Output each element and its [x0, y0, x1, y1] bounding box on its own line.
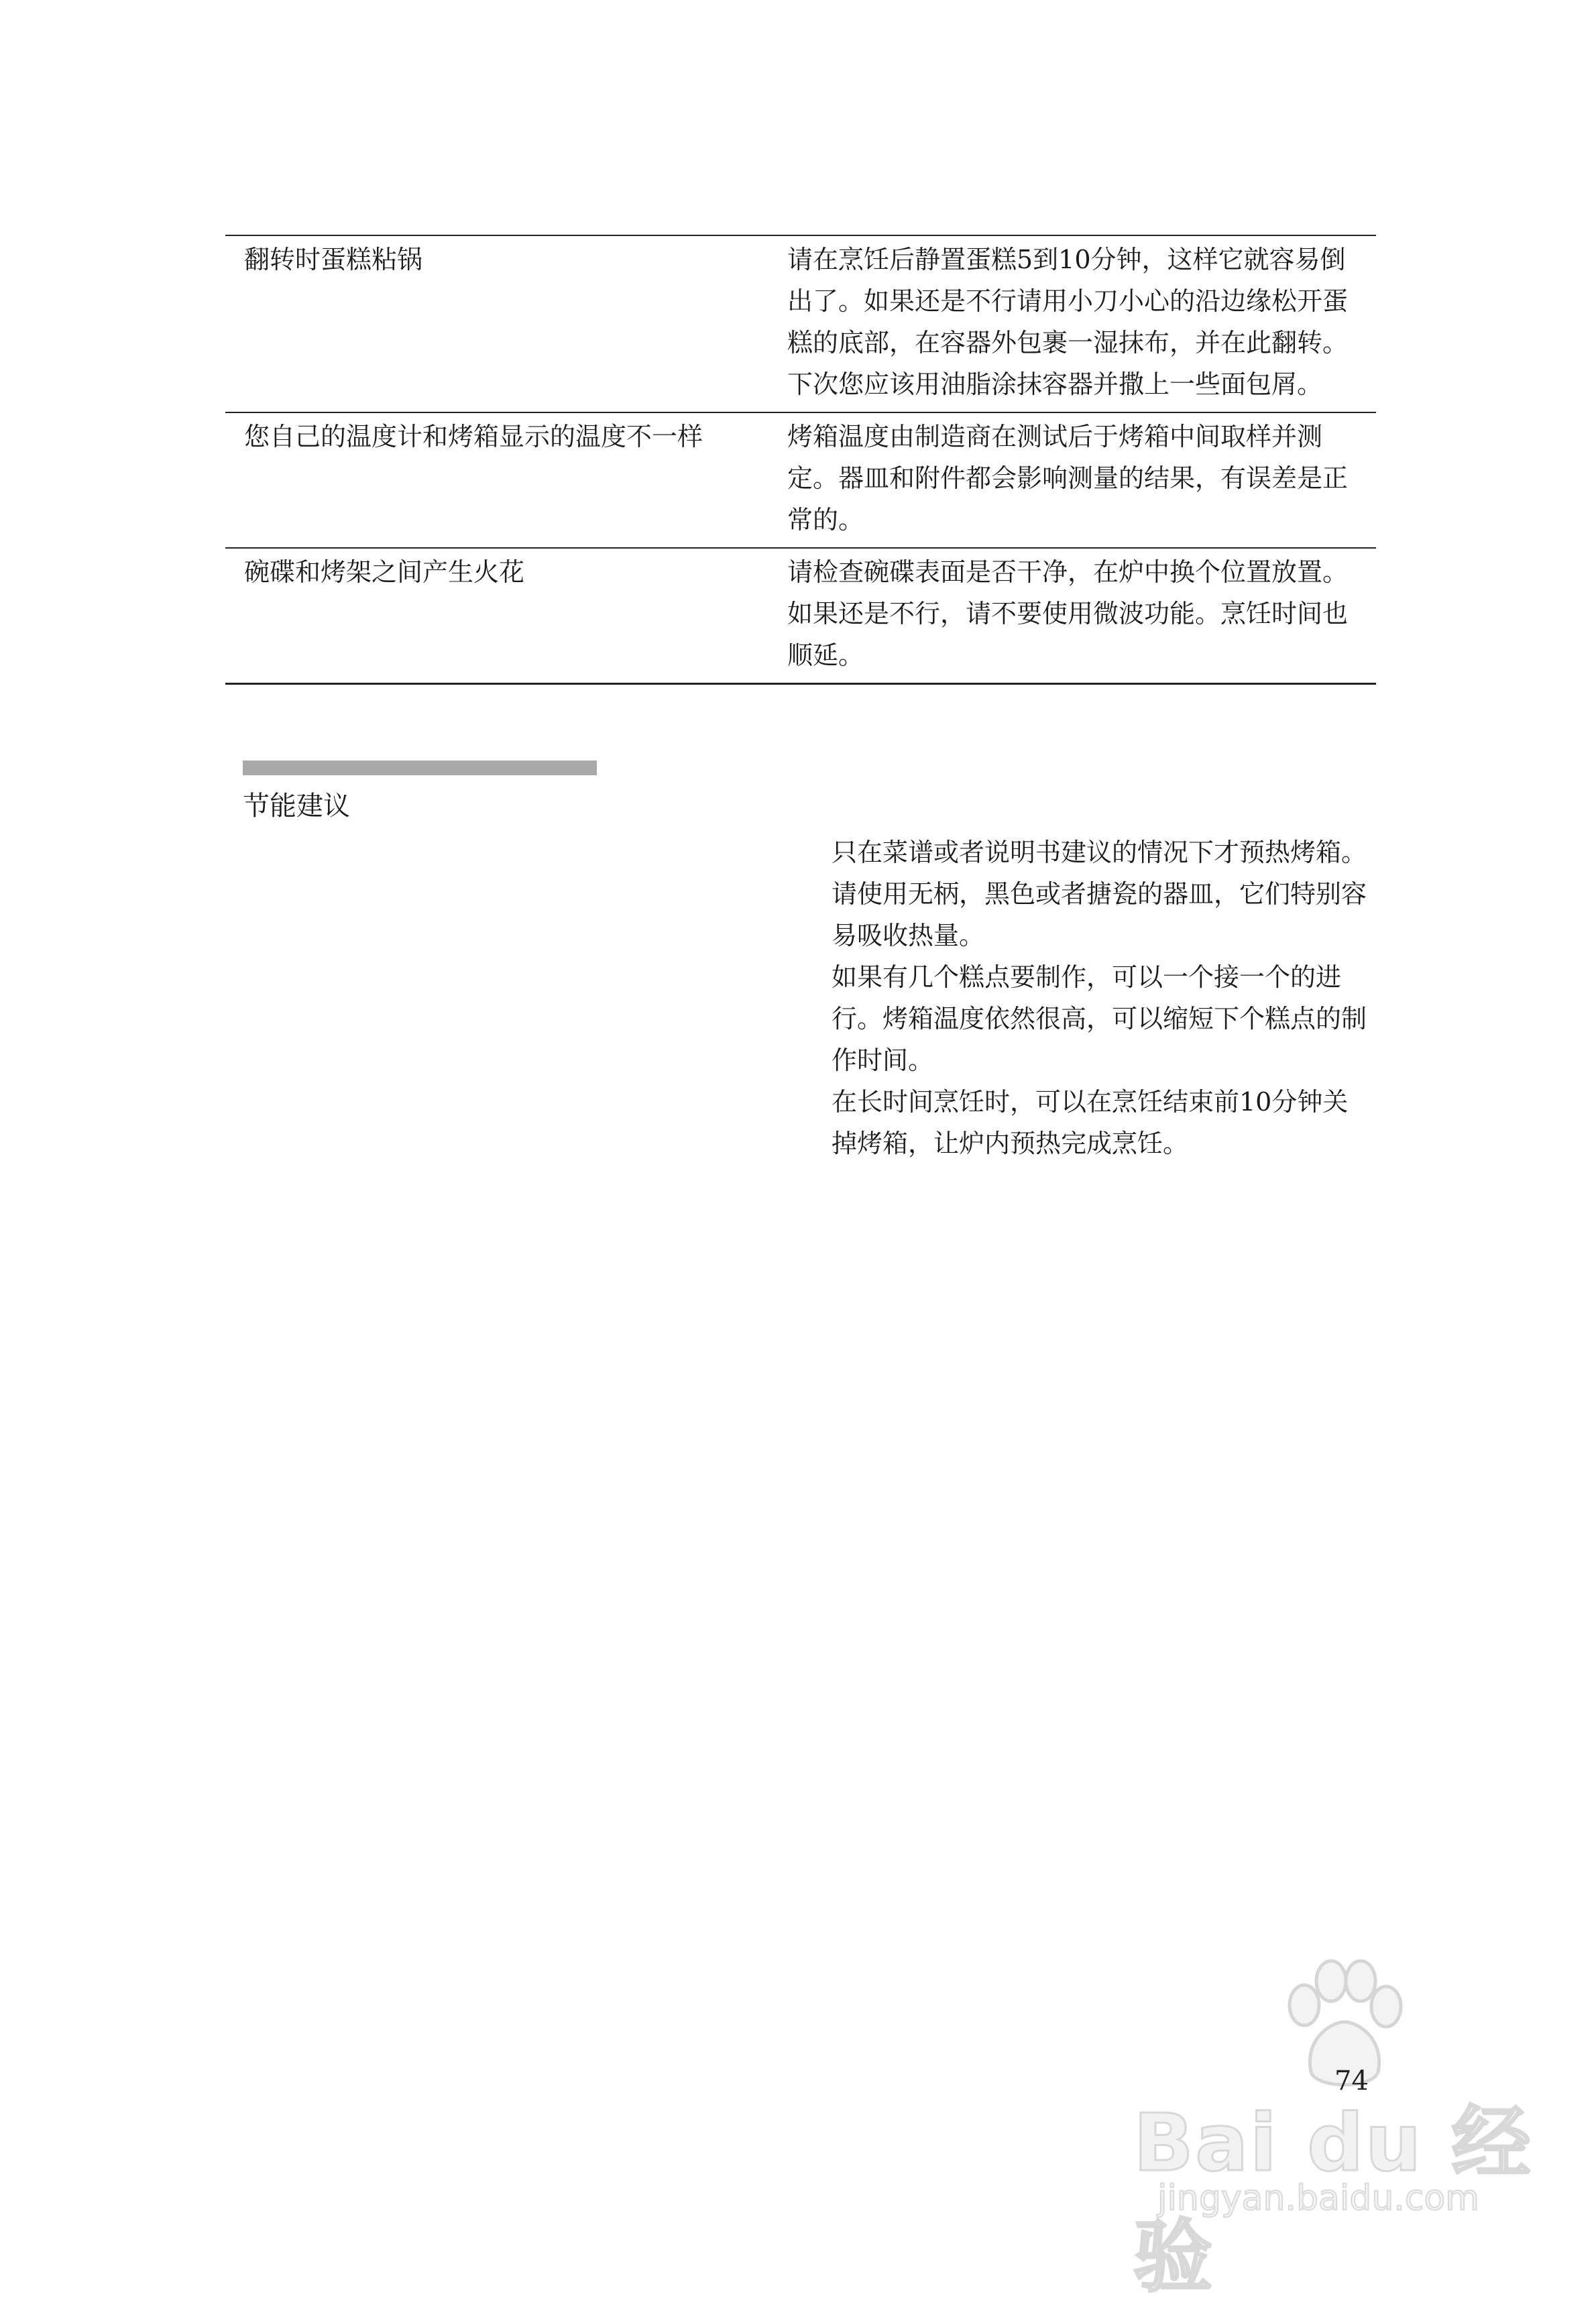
section-title: 节能建议: [243, 791, 350, 822]
troubleshooting-table: [225, 235, 1376, 685]
table-row: [225, 548, 1376, 684]
solution-cell: 请在烹饪后静置蛋糕5到10分钟，这样它就容易倒出了。如果还是不行请用小刀小心的沿边缘松开蛋糕的底部，在容器外包裹一湿抹布，并在此翻转。下次您应该用油脂涂抹容器并撒上一些面包屑。: [787, 245, 1349, 399]
tip-paragraph: 请使用无柄，黑色或者搪瓷的器皿，它们特别容易吸收热量。: [832, 879, 1367, 950]
problem-cell: 翻转时蛋糕粘锅: [244, 245, 423, 274]
energy-tips: [832, 832, 1368, 1164]
table-row: [225, 235, 1376, 412]
tip-paragraph: 如果有几个糕点要制作，可以一个接一个的进行。烤箱温度依然很高，可以缩短下个糕点的制作时间。: [832, 962, 1367, 1075]
solution-cell: 烤箱温度由制造商在测试后于烤箱中间取样并测定。器皿和附件都会影响测量的结果，有误差是正常的。: [787, 422, 1349, 534]
watermark-url: jingyan.baidu.com: [1157, 2178, 1479, 2218]
section-divider-bar: [243, 761, 597, 775]
tip-paragraph: 在长时间烹饪时，可以在烹饪结束前10分钟关掉烤箱，让炉内预热完成烹饪。: [832, 1087, 1349, 1158]
table-row: [225, 412, 1376, 548]
problem-cell: 碗碟和烤架之间产生火花: [244, 557, 525, 587]
watermark-brand: Bai du 经验: [1133, 2096, 1532, 2303]
page-number: 74: [1334, 2066, 1369, 2096]
solution-cell: 请检查碗碟表面是否干净，在炉中换个位置放置。如果还是不行，请不要使用微波功能。烹饪时间也顺延。: [787, 557, 1349, 670]
problem-cell: 您自己的温度计和烤箱显示的温度不一样: [244, 422, 703, 451]
tip-paragraph: 只在菜谱或者说明书建议的情况下才预热烤箱。: [832, 838, 1367, 867]
